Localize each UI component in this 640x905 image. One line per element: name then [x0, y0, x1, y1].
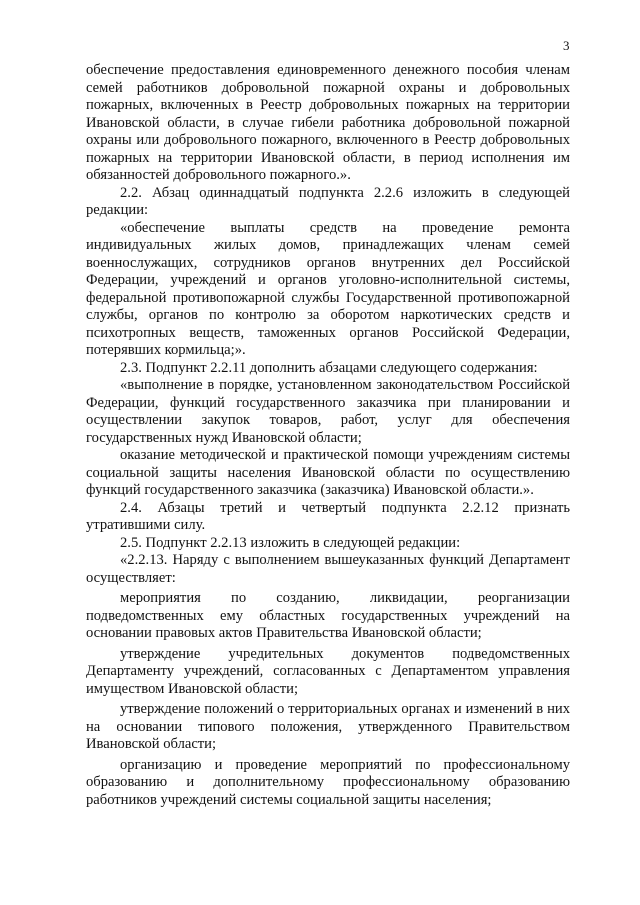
document-body	[86, 62, 570, 809]
paragraph-item-2-2: 2.2. Абзац одиннадцатый подпункта 2.2.6 изложить в следующей редакции:	[86, 184, 570, 218]
paragraph-professional-education: организацию и проведение мероприятий по профессиональному образованию и дополнительному профессиональному образованию работников учреждений системы социальной защиты населения;	[86, 756, 570, 808]
paragraph-territorial-bodies: утверждение положений о территориальных органах и изменений в них на основании типового положения, утвержденного Правительством Ивановской области;	[86, 701, 570, 752]
paragraph-repair-payments: «обеспечение выплаты средств на проведение ремонта индивидуальных жилых домов, принадлежащих членам семей военнослужащих, сотрудников органов внутренних дел Российской Федерации, учреждений и органов уголовно-исполнительной системы, федеральной противопожарной службы Государственной противопожарной службы, органов по контролю за оборотом наркотических средств и психотропных веществ, таможенных органов Российской Федерации, потерявших кормильца;».	[86, 219, 570, 358]
paragraph-state-customer: «выполнение в порядке, установленном законодательством Российской Федерации, функций государственного заказчика при планировании и осуществлении закупок товаров, работ, услуг для обеспечения государственных нужд Ивановской области;	[86, 377, 570, 446]
paragraph-item-2-3: 2.3. Подпункт 2.2.11 дополнить абзацами следующего содержания:	[120, 359, 538, 376]
paragraph-methodical-help: оказание методической и практической помощи учреждениям системы социальной защиты населения Ивановской области по осуществлению функций государственного заказчика (заказчика) Ивановской области.».	[86, 447, 570, 498]
paragraph-item-2-5: 2.5. Подпункт 2.2.13 изложить в следующей редакции:	[120, 534, 461, 551]
paragraph-item-2-4: 2.4. Абзацы третий и четвертый подпункта 2.2.12 признать утратившими силу.	[86, 499, 570, 533]
paragraph-founding-documents: утверждение учредительных документов подведомственных Департаменту учреждений, согласованных с Департаментом управления имуществом Ивановской области;	[86, 645, 570, 697]
page-number: 3	[563, 38, 570, 53]
paragraph-benefit-payment: обеспечение предоставления единовременного денежного пособия членам семей работников добровольной пожарной охраны и добровольных пожарных, включенных в Реестр добровольных пожарных на территории Ивановской области, в случае гибели работника добровольной пожарной охраны или добровольного пожарного, включенного в Реестр добровольных пожарных на территории Ивановской области, в период исполнения им обязанностей добровольного пожарного.».	[86, 62, 570, 183]
paragraph-institutions-reorganization: мероприятия по созданию, ликвидации, реорганизации подведомственных ему областных государственных учреждений на основании правовых актов Правительства Ивановской области;	[86, 590, 570, 641]
paragraph-item-2-2-13: «2.2.13. Наряду с выполнением вышеуказанных функций Департамент осуществляет:	[86, 552, 570, 586]
